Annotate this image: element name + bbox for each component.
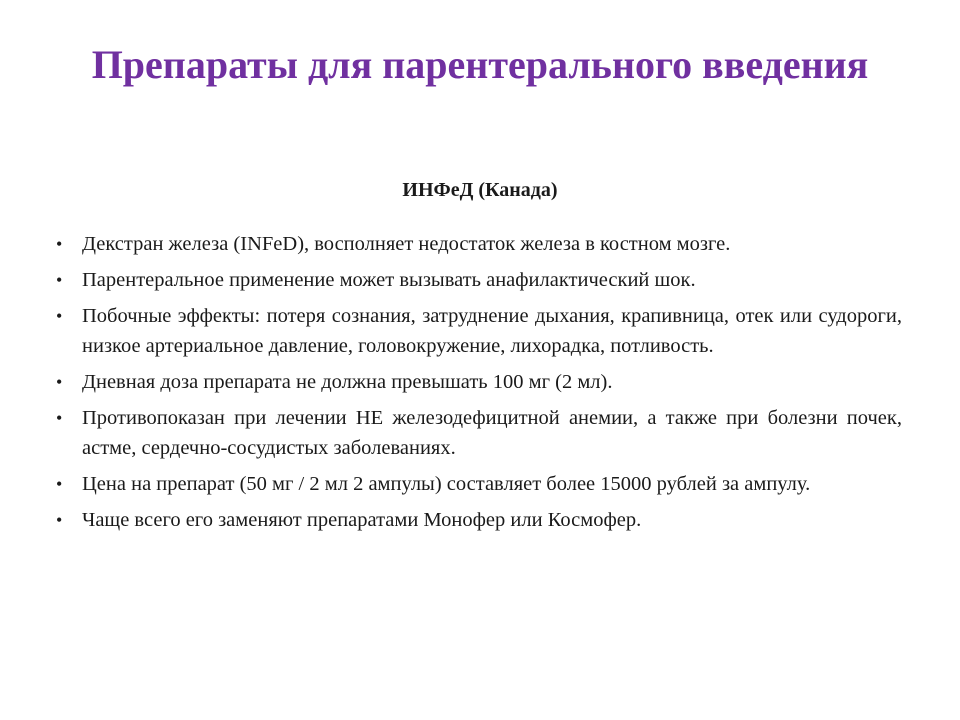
bullet-icon: • — [56, 306, 63, 326]
bullet-icon: • — [56, 234, 63, 254]
bullet-icon: • — [56, 372, 63, 392]
slide-subtitle: ИНФеД (Канада) — [402, 179, 558, 201]
bullet-item — [56, 469, 902, 499]
bullet-item — [56, 403, 902, 463]
bullet-text: Парентеральное применение может вызывать анафилактический шок. — [82, 269, 696, 291]
slide-title: Препараты для парентерального введения — [91, 42, 869, 87]
bullet-icon: • — [56, 510, 63, 530]
bullet-item — [56, 265, 902, 295]
bullet-text: Декстран железа (INFeD), восполняет недостаток железа в костном мозге. — [82, 233, 731, 255]
bullet-text: Дневная доза препарата не должна превышать 100 мг (2 мл). — [82, 371, 613, 393]
bullet-item — [56, 505, 902, 535]
bullet-text: Побочные эффекты: потеря сознания, затруднение дыхания, крапивница, отек или судороги, низкое артериальное давление, головокружение, лихорадка, потливость. — [82, 305, 902, 357]
bullet-text: Чаще всего его заменяют препаратами Монофер или Космофер. — [82, 509, 642, 531]
bullet-text: Цена на препарат (50 мг / 2 мл 2 ампулы) составляет более 15000 рублей за ампулу. — [82, 473, 811, 495]
bullet-icon: • — [56, 474, 63, 494]
bullet-item — [56, 367, 902, 397]
bullet-icon: • — [56, 270, 63, 290]
bullet-text: Противопоказан при лечении НЕ железодефицитной анемии, а также при болезни почек, астме, сердечно-сосудистых заболеваниях. — [82, 407, 902, 459]
bullet-list — [56, 229, 902, 541]
bullet-item — [56, 301, 902, 361]
bullet-icon: • — [56, 408, 63, 428]
bullet-item — [56, 229, 902, 259]
